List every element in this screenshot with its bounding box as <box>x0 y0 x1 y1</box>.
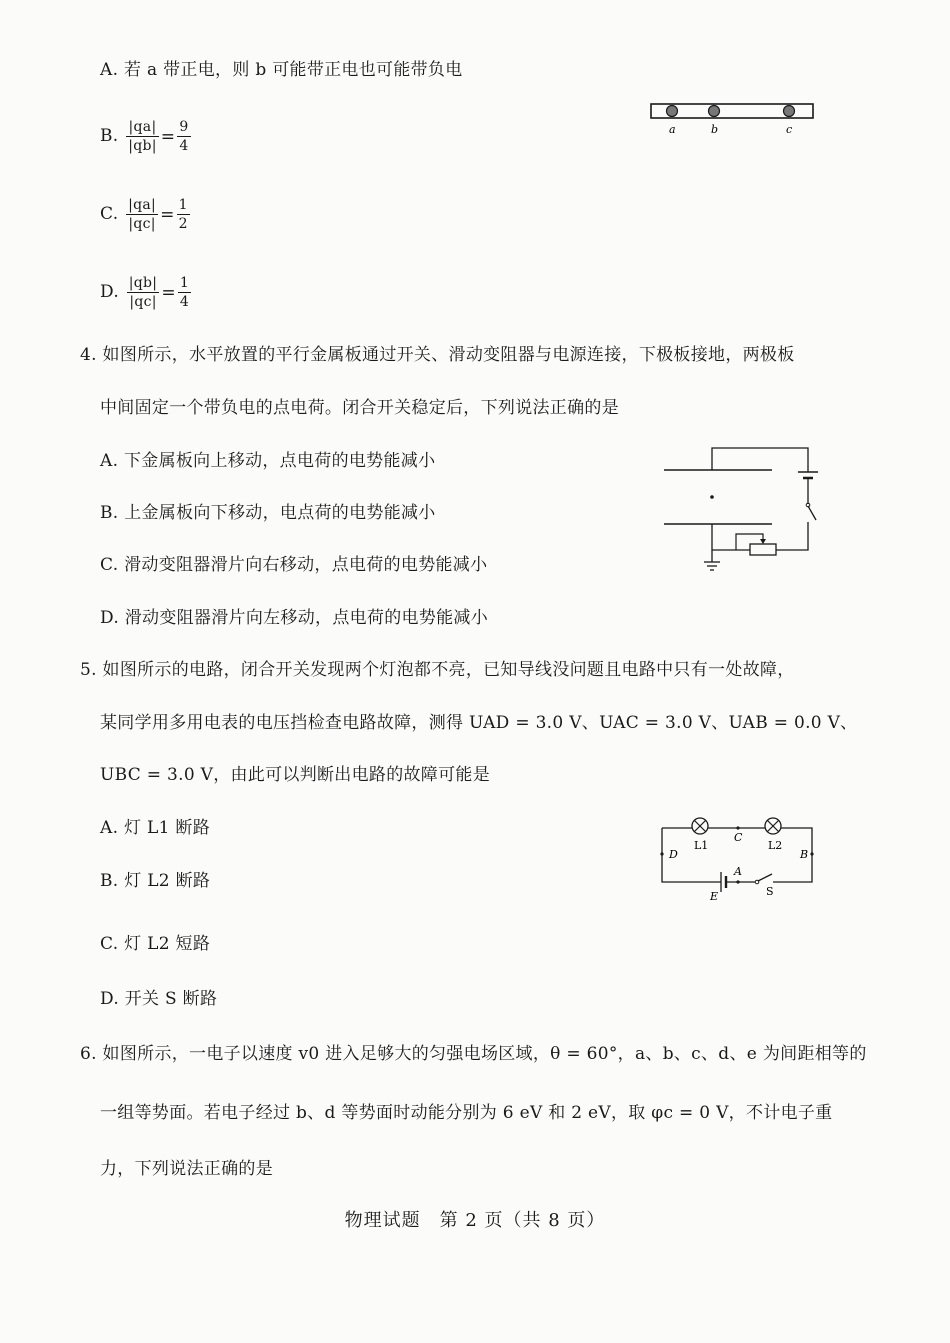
q3-option-d-fraction-left <box>127 274 160 311</box>
slider-arrow <box>760 539 766 544</box>
q5-lamp-circuit-figure <box>655 812 820 904</box>
q5-stem-line3: UBC = 3.0 V，由此可以判断出电路的故障可能是 <box>100 765 491 785</box>
q3-c-denominator: |qc| <box>128 216 156 232</box>
switch-s <box>758 874 772 881</box>
q3-option-b-label: B. <box>100 126 119 146</box>
label-l1: L1 <box>694 839 709 852</box>
ball-a <box>667 106 678 117</box>
q4-option-a: A. 下金属板向上移动，点电荷的电势能减小 <box>100 451 436 471</box>
point-charge <box>710 495 714 499</box>
label-c: c <box>786 123 793 136</box>
q4-stem-line1: 4. 如图所示，水平放置的平行金属板通过开关、滑动变阻器与电源连接，下极板接地，两极板 <box>80 345 795 365</box>
q3-d-equals: = <box>161 282 176 303</box>
label-s: S <box>766 885 774 898</box>
node-c <box>736 826 739 829</box>
q3-c-ratio-num: 1 <box>178 197 188 213</box>
q3-option-c-label: C. <box>100 204 119 224</box>
q5-stem-line2: 某同学用多用电表的电压挡检查电路故障，测得 UAD = 3.0 V、UAC = 3.0 V、UAB = 0.0 V、 <box>100 713 858 733</box>
q3-c-ratio-den: 2 <box>178 216 188 232</box>
q5-option-b: B. 灯 L2 断路 <box>100 871 211 891</box>
q6-stem-line1: 6. 如图所示，一电子以速度 v0 进入足够大的匀强电场区域，θ = 60°，a、b、c、d、e 为间距相等的 <box>80 1044 867 1064</box>
q4-option-b: B. 上金属板向下移动，电点荷的电势能减小 <box>100 503 436 523</box>
q3-b-ratio-den: 4 <box>179 138 189 154</box>
q3-option-d-fraction-right <box>178 274 191 311</box>
q4-stem-line2: 中间固定一个带负电的点电荷。闭合开关稳定后，下列说法正确的是 <box>100 398 619 418</box>
top-wire <box>712 448 808 472</box>
label-b: B <box>800 848 809 861</box>
q3-b-numerator: |qa| <box>126 118 159 137</box>
label-b: b <box>711 123 719 136</box>
ball-b <box>709 106 720 117</box>
q3-b-ratio-num: 9 <box>179 119 189 135</box>
label-l2: L2 <box>768 839 783 852</box>
q6-stem-line2: 一组等势面。若电子经过 b、d 等势面时动能分别为 6 eV 和 2 eV，取 φc = 0 V，不计电子重 <box>100 1103 833 1123</box>
q3-b-equals: = <box>160 126 176 147</box>
q5-stem-line1: 5. 如图所示的电路，闭合开关发现两个灯泡都不亮，已知导线没问题且电路中只有一处故障， <box>80 660 795 680</box>
q4-option-c: C. 滑动变阻器滑片向右移动，点电荷的电势能减小 <box>100 555 488 575</box>
q3-option-a: A. 若 a 带正电，则 b 可能带正电也可能带负电 <box>100 60 463 80</box>
q3-option-b-fraction-right <box>177 118 190 155</box>
q5-option-a: A. 灯 L1 断路 <box>100 818 210 838</box>
q3-option-b-fraction-left <box>126 118 159 155</box>
q4-capacitor-circuit-figure <box>660 440 830 585</box>
switch-blade <box>808 506 816 520</box>
q5-option-d: D. 开关 S 断路 <box>100 989 218 1009</box>
q3-rod-figure <box>648 98 818 140</box>
q3-c-numerator: |qa| <box>128 197 157 213</box>
label-d: D <box>669 848 678 861</box>
label-a: a <box>669 123 676 136</box>
q3-option-d-label: D. <box>100 282 120 302</box>
q3-d-ratio-num: 1 <box>179 275 190 291</box>
q3-option-c-fraction-right <box>177 196 190 233</box>
q5-option-c: C. 灯 L2 短路 <box>100 934 211 954</box>
q3-option-c <box>100 196 192 233</box>
node-b <box>810 852 813 855</box>
q3-option-b <box>100 118 193 155</box>
label-c: C <box>734 831 743 844</box>
label-e: E <box>710 890 719 903</box>
node-d <box>660 852 663 855</box>
rheostat <box>750 544 776 555</box>
q6-stem-line3: 力，下列说法正确的是 <box>100 1159 273 1179</box>
q3-option-d <box>100 274 193 311</box>
ball-c <box>784 106 795 117</box>
q4-option-d: D. 滑动变阻器滑片向左移动，点电荷的电势能减小 <box>100 608 489 628</box>
q3-option-c-fraction-left <box>126 196 158 233</box>
node-a <box>736 880 739 883</box>
q3-b-denominator: |qb| <box>128 138 157 154</box>
page-footer: 物理试题 第 2 页（共 8 页） <box>344 1210 606 1231</box>
q3-d-numerator: |qb| <box>128 275 158 291</box>
label-a: A <box>734 865 742 878</box>
q3-d-ratio-den: 4 <box>179 294 190 310</box>
q3-d-denominator: |qc| <box>129 294 157 310</box>
q3-c-equals: = <box>160 204 175 225</box>
